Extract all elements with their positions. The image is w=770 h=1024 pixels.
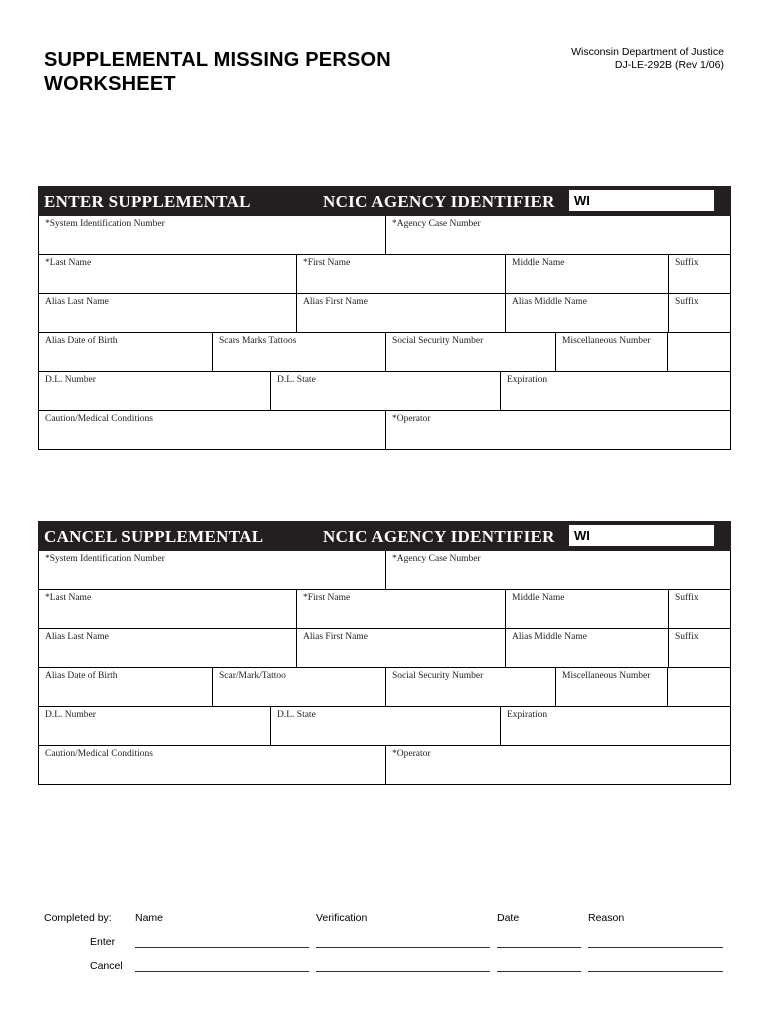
system-id-field[interactable] [39,216,385,254]
alias-dob-field[interactable] [39,333,212,371]
field-label: Alias Date of Birth [45,671,118,681]
alias-last-name-field[interactable] [39,294,296,332]
date-column-header: Date [497,912,520,924]
field-label: *Operator [392,749,431,759]
enter-section-header [38,186,731,216]
field-label: *First Name [303,258,351,268]
first-name-field[interactable] [296,255,505,293]
alias-suffix-field[interactable] [668,294,730,332]
form-row [39,293,730,332]
ncic-agency-identifier-field[interactable]: WI [569,190,714,211]
field-label: *System Identification Number [45,219,165,229]
form-row [39,216,730,254]
middle-name-field[interactable] [505,590,668,628]
operator-field[interactable] [385,411,730,449]
field-label: Expiration [507,710,548,720]
misc-number-field[interactable] [555,333,667,371]
field-label: Suffix [675,632,699,642]
field-label: Social Security Number [392,336,484,346]
form-title [44,48,391,96]
cancel-form-grid [38,551,731,785]
expiration-field[interactable] [500,707,730,745]
enter-name-line[interactable] [135,947,309,948]
verification-column-header: Verification [316,912,368,924]
scar-mark-tattoo-field[interactable] [212,668,385,706]
scars-marks-tattoos-field[interactable] [212,333,385,371]
cancel-verification-line[interactable] [316,971,490,972]
system-id-field[interactable] [39,551,385,589]
cancel-row-label: Cancel [90,960,123,972]
suffix-field[interactable] [668,255,730,293]
field-label: *System Identification Number [45,554,165,564]
form-number: DJ-LE-292B (Rev 1/06) [614,59,724,71]
field-label: *Last Name [45,258,92,268]
enter-row-label: Enter [90,936,116,948]
field-label: *Operator [392,414,431,424]
form-row [39,254,730,293]
completed-by-label: Completed by: [44,912,112,924]
ncic-agency-identifier-field[interactable]: WI [569,525,714,546]
ssn-field[interactable] [385,668,555,706]
cancel-name-line[interactable] [135,971,309,972]
enter-date-line[interactable] [497,947,581,948]
form-title-line1: SUPPLEMENTAL MISSING PERSON [44,49,391,71]
form-row [39,410,730,449]
enter-reason-line[interactable] [588,947,723,948]
field-label: Alias Middle Name [512,297,587,307]
alias-last-name-field[interactable] [39,629,296,667]
operator-field[interactable] [385,746,730,784]
ssn-field[interactable] [385,333,555,371]
cancel-section-header [38,521,731,551]
enter-section-title: ENTER SUPPLEMENTAL [44,192,251,211]
agency-case-field[interactable] [385,216,730,254]
field-label: Middle Name [512,258,565,268]
enter-supplemental-section [38,186,731,450]
misc-number-field[interactable] [555,668,667,706]
alias-dob-field[interactable] [39,668,212,706]
form-row [39,745,730,784]
alias-suffix-field[interactable] [668,629,730,667]
cancel-supplemental-section [38,521,731,785]
caution-medical-field[interactable] [39,411,385,449]
alias-first-name-field[interactable] [296,629,505,667]
field-label: D.L. Number [45,375,96,385]
cancel-date-line[interactable] [497,971,581,972]
form-row [39,628,730,667]
caution-medical-field[interactable] [39,746,385,784]
last-name-field[interactable] [39,255,296,293]
field-label: D.L. State [277,375,316,385]
alias-middle-name-field[interactable] [505,629,668,667]
form-row [39,589,730,628]
field-label: Suffix [675,297,699,307]
field-label: Alias Date of Birth [45,336,118,346]
ncic-agency-identifier-label: NCIC AGENCY IDENTIFIER [323,527,555,546]
form-row [39,371,730,410]
field-label: Alias Middle Name [512,632,587,642]
field-label: Suffix [675,258,699,268]
blank-field[interactable] [667,668,730,706]
field-label: *Agency Case Number [392,554,481,564]
field-label: Alias Last Name [45,297,109,307]
agency-info [571,46,724,72]
form-row [39,332,730,371]
form-row [39,667,730,706]
alias-first-name-field[interactable] [296,294,505,332]
field-label: Scar/Mark/Tattoo [219,671,286,681]
field-label: Expiration [507,375,548,385]
middle-name-field[interactable] [505,255,668,293]
suffix-field[interactable] [668,590,730,628]
dl-state-field[interactable] [270,372,500,410]
first-name-field[interactable] [296,590,505,628]
field-label: Scars Marks Tattoos [219,336,297,346]
field-label: Alias First Name [303,297,368,307]
blank-field[interactable] [667,333,730,371]
field-label: Alias Last Name [45,632,109,642]
ncic-agency-identifier-label: NCIC AGENCY IDENTIFIER [323,192,555,211]
field-label: Alias First Name [303,632,368,642]
dl-number-field[interactable] [39,707,270,745]
last-name-field[interactable] [39,590,296,628]
cancel-section-title: CANCEL SUPPLEMENTAL [44,527,264,546]
form-title-line2: WORKSHEET [44,73,176,95]
field-label: Miscellaneous Number [562,671,651,681]
enter-form-grid [38,216,731,450]
dl-number-field[interactable] [39,372,270,410]
form-row [39,706,730,745]
reason-column-header: Reason [588,912,625,924]
name-column-header: Name [135,912,164,924]
cancel-reason-line[interactable] [588,971,723,972]
field-label: *First Name [303,593,351,603]
field-label: Miscellaneous Number [562,336,651,346]
field-label: D.L. State [277,710,316,720]
field-label: Suffix [675,593,699,603]
alias-middle-name-field[interactable] [505,294,668,332]
dl-state-field[interactable] [270,707,500,745]
enter-verification-line[interactable] [316,947,490,948]
field-label: *Agency Case Number [392,219,481,229]
expiration-field[interactable] [500,372,730,410]
field-label: Caution/Medical Conditions [45,749,153,759]
field-label: Middle Name [512,593,565,603]
field-label: Caution/Medical Conditions [45,414,153,424]
agency-name: Wisconsin Department of Justice [571,46,724,58]
form-row [39,551,730,589]
agency-case-field[interactable] [385,551,730,589]
field-label: Social Security Number [392,671,484,681]
field-label: D.L. Number [45,710,96,720]
field-label: *Last Name [45,593,92,603]
